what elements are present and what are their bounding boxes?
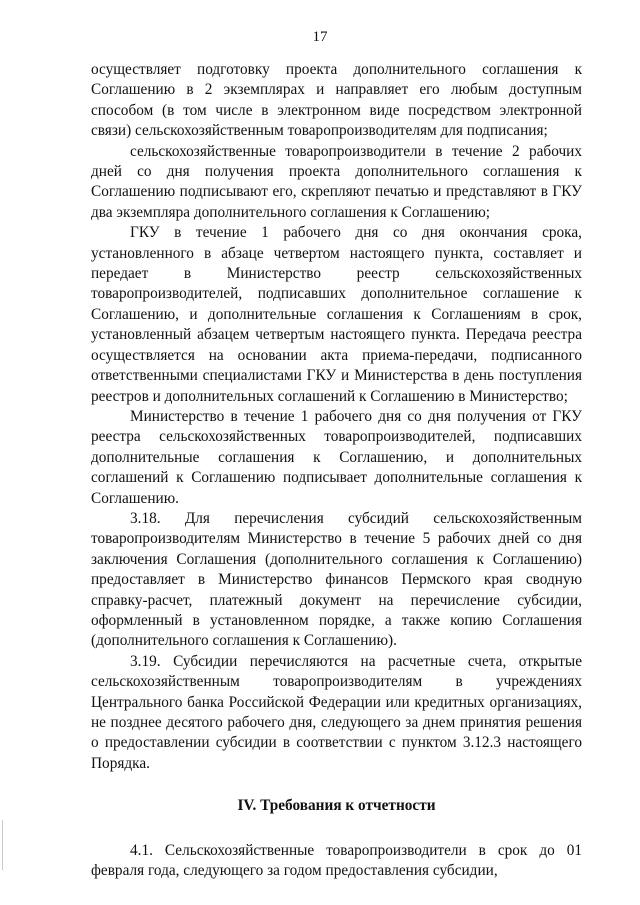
paragraph-4-1: 4.1. Сельскохозяйственные товаропроизводители в срок до 01 февраля года, следующего за годом предоставления субсидии,: [91, 841, 582, 880]
scan-edge-mark: [2, 820, 3, 870]
paragraph-gku-register: ГКУ в течение 1 рабочего дня со дня окончания срока, установленного в абзаце четвертом настоящего пункта, составляет и передает в Министерство реестр сельскохозяйственных товаропроизводителей, подписавших дополнительное соглашение к Соглашению, и дополнительные соглашения к Соглашениям в срок, установленный абзацем четвертым настоящего пункта. Передача реестра осуществляется на основании акта приема-передачи, подписанного ответственными специалистами ГКУ и Министерства в день поступления реестров и дополнительных соглашений к Соглашению в Министерство;: [91, 224, 582, 405]
paragraph-3-19: 3.19. Субсидии перечисляются на расчетные счета, открытые сельскохозяйственным товаропроизводителям в учреждениях Центрального банка Российской Федерации или кредитных организациях, не позднее десятого рабочего дня, следующего за днем принятия решения о предоставлении субсидии в соответствии с пунктом 3.12.3 настоящего Порядка.: [91, 652, 582, 772]
paragraph-ministry-sign: Министерство в течение 1 рабочего дня со дня получения от ГКУ реестра сельскохозяйственных товаропроизводителей, подписавших дополнительные соглашения к Соглашению, и дополнительных соглашений к Соглашению подписывает дополнительные соглашения к Соглашению.: [91, 407, 582, 507]
section-heading-iv: IV. Требования к отчетности: [237, 797, 436, 815]
paragraph-ongoing-item: осуществляет подготовку проекта дополнительного соглашения к Соглашению в 2 экземплярах и направляет его любым доступным способом (в том числе в электронном виде посредством электронной связи) сельскохозяйственным товаропроизводителям для подписания;: [91, 61, 582, 140]
document-body: [91, 60, 582, 881]
page-number: 17: [312, 29, 328, 45]
paragraph-producers-sign: сельскохозяйственные товаропроизводители в течение 2 рабочих дней со дня получения проекта дополнительного соглашения к Соглашению подписывают его, скрепляют печатью и представляют в ГКУ два экземпляра дополнительного соглашения к Соглашению;: [91, 142, 582, 221]
paragraph-3-18: 3.18. Для перечисления субсидий сельскохозяйственным товаропроизводителям Министерство в течение 5 рабочих дней со дня заключения Соглашения (дополнительного соглашения к Соглашению) предоставляет в Министерство финансов Пермского края сводную справку-расчет, платежный документ на перечисление субсидии, оформленный в установленном порядке, а также копию Соглашения (дополнительного соглашения к Соглашению).: [91, 509, 582, 650]
